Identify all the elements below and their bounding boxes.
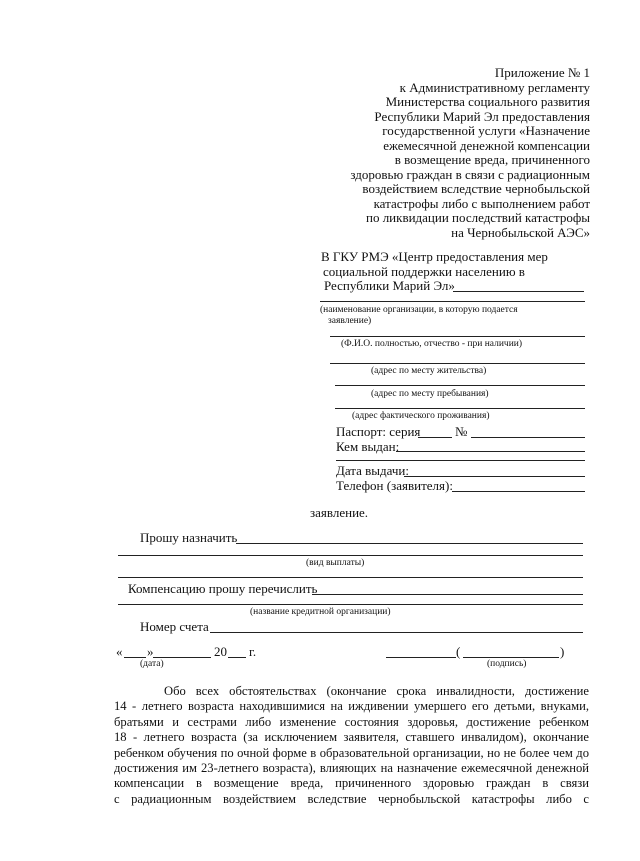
year-prefix: 20 [214, 644, 227, 659]
body-line: Обо всех обстоятельствах (окончание срока инвалидности, достижение [164, 684, 589, 698]
org-fill-line[interactable] [320, 301, 585, 302]
org-caption-2: заявление) [328, 316, 372, 326]
passport-series-field[interactable] [418, 437, 452, 438]
appendix-line: ежемесячной денежной компенсации [383, 137, 590, 153]
transfer-field-2[interactable] [118, 604, 583, 605]
appendix-line: государственной услуги «Назначение [382, 123, 590, 138]
body-line: ребенком обучения по очной форме в образовательной организации, но не более чем до [114, 745, 589, 760]
issue-date-label: Дата выдачи: [336, 463, 410, 478]
body-line: братьями и сестрами либо изменение состояния здоровья, достижение ребенком [114, 714, 589, 729]
appendix-line: здоровью граждан в связи с радиационным [350, 166, 590, 182]
payment-caption: (вид выплаты) [306, 558, 365, 568]
passport-number-label: № [455, 424, 468, 439]
account-label: Номер счета [140, 619, 209, 634]
stay-caption: (адрес по месту пребывания) [371, 389, 489, 399]
signature-field[interactable] [386, 657, 456, 658]
appendix-block [290, 66, 590, 240]
issued-by-field[interactable] [396, 451, 585, 452]
date-day-field[interactable] [124, 657, 146, 658]
body-line: компенсации в возмещение вреда, причиненного здоровью граждан в связи [114, 776, 589, 791]
issue-date-field[interactable] [404, 476, 585, 477]
signature-paren-open: ( [456, 644, 461, 659]
stay-fill-line[interactable] [335, 385, 585, 386]
body-line: достижения им 23-летнего возраста), влияющих на назначение ежемесячной денежной [114, 760, 589, 775]
assign-field[interactable] [236, 543, 583, 544]
date-year-field[interactable] [228, 657, 246, 658]
date-close-quote: » [147, 644, 154, 659]
passport-number-field[interactable] [471, 437, 585, 438]
year-suffix: г. [249, 644, 257, 659]
residence-caption: (адрес по месту жительства) [371, 366, 487, 376]
body-line: с радиационным воздействием вследствие чернобыльской катастрофы либо с [114, 791, 589, 806]
date-month-field[interactable] [153, 657, 211, 658]
body-paragraph [114, 684, 589, 807]
addressee-line-3: Республики Марий Эл» [324, 278, 455, 293]
appendix-line: Министерства социального развития [385, 94, 590, 109]
passport-label: Паспорт: серия [336, 424, 421, 439]
document-heading: заявление. [310, 505, 369, 520]
phone-field[interactable] [452, 491, 585, 492]
actual-caption: (адрес фактического проживания) [352, 411, 490, 421]
appendix-line: к Административному регламенту [399, 79, 590, 95]
body-line: 14 - летнего возраста находившимися на иждивении умершего его детьми, внуками, [114, 699, 589, 714]
appendix-line: Приложение № 1 [494, 65, 590, 80]
fio-caption: (Ф.И.О. полностью, отчество - при наличии) [341, 339, 523, 349]
assign-field-3[interactable] [118, 577, 583, 578]
fio-fill-line[interactable] [330, 336, 585, 337]
appendix-line: воздействием вследствие чернобыльской [362, 181, 590, 196]
assign-field-2[interactable] [118, 555, 583, 556]
date-open-quote: « [116, 644, 123, 659]
transfer-field[interactable] [312, 594, 583, 595]
addressee-line-2: социальной поддержки населению в [323, 264, 525, 279]
appendix-line: в возмещение вреда, причиненного [394, 152, 590, 167]
phone-label: Телефон (заявителя): [336, 478, 453, 493]
signature-paren-close: ) [560, 644, 565, 659]
date-caption: (дата) [140, 659, 164, 669]
assign-label: Прошу назначить [140, 530, 238, 545]
transfer-label: Компенсацию прошу перечислить [128, 581, 318, 596]
appendix-line: по ликвидации последствий катастрофы [365, 210, 590, 225]
body-line: 18 - летнего возраста (за исключением заявителя, ставшего инвалидом), окончание [114, 730, 589, 745]
account-field[interactable] [210, 632, 583, 633]
actual-fill-line[interactable] [335, 408, 585, 409]
signature-name-field[interactable] [463, 657, 559, 658]
appendix-line: катастрофы либо с выполнением работ [373, 195, 590, 211]
issued-by-field-2[interactable] [336, 460, 585, 461]
appendix-line: на Чернобыльской АЭС» [451, 224, 590, 240]
addressee-fill-line[interactable] [453, 291, 584, 292]
appendix-line: Республики Марий Эл предоставления [374, 108, 590, 124]
org-caption: (наименование организации, в которую подается [320, 305, 518, 315]
bank-caption: (название кредитной организации) [250, 607, 391, 617]
issued-by-label: Кем выдан: [336, 439, 400, 454]
addressee-line-1: В ГКУ РМЭ «Центр предоставления мер [321, 249, 548, 264]
signature-caption: (подпись) [487, 659, 527, 669]
residence-fill-line[interactable] [330, 363, 585, 364]
